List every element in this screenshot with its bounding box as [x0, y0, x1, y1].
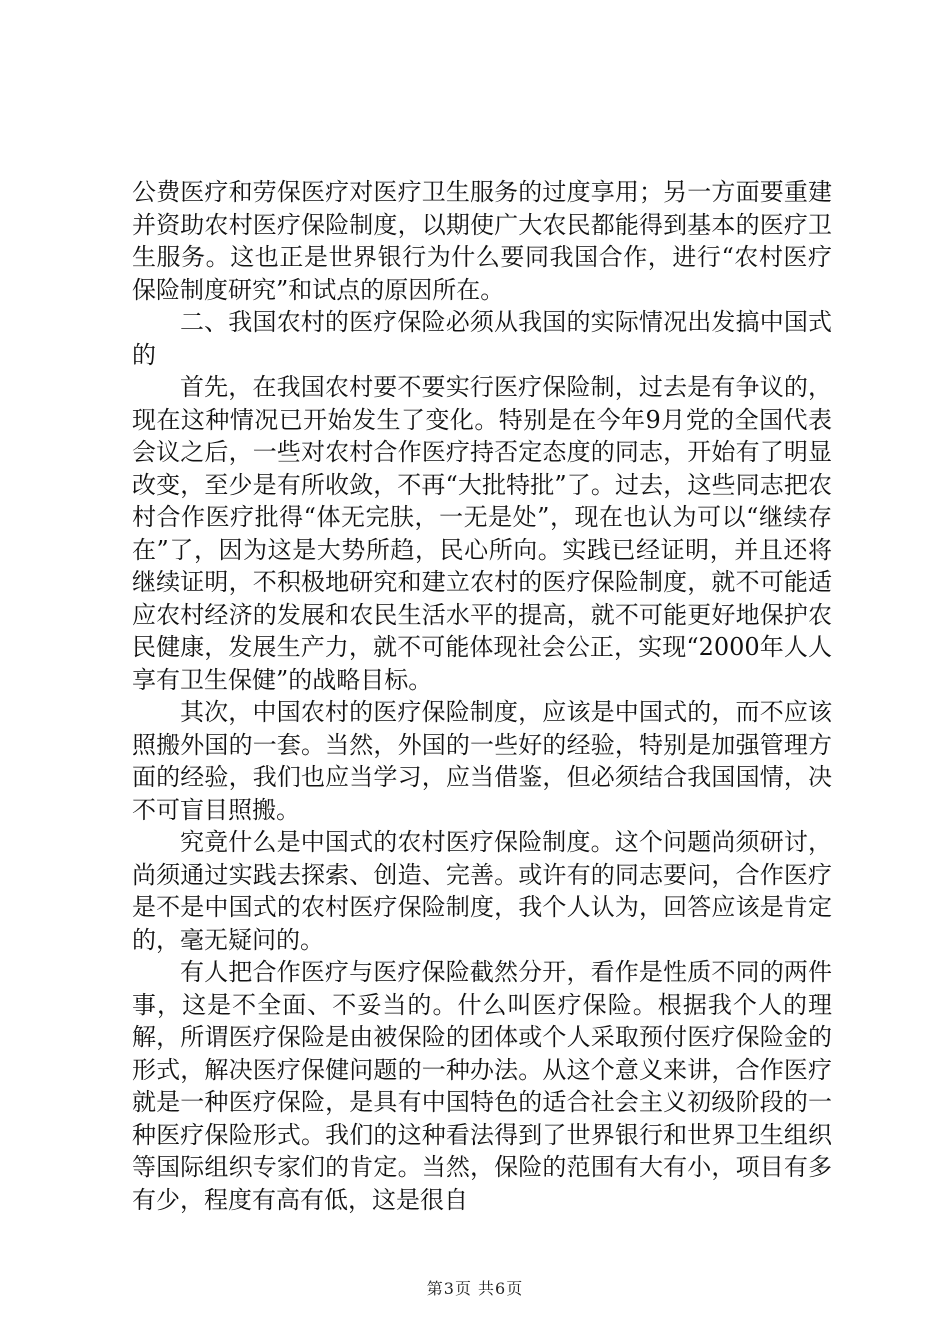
paragraph-definition: 有人把合作医疗与医疗保险截然分开，看作是性质不同的两件事，这是不全面、不妥当的。什么叫医疗保险。根据我个人的理解，所谓医疗保险是由被保险的团体或个人采取预付医疗保险金的形式，解决医疗保健问题的一种办法。从这个意义来讲，合作医疗就是一种医疗保险，是具有中国特色的适合社会主义初级阶段的一种医疗保险形式。我们的这种看法得到了世界银行和世界卫生组织等国际组织专家们的肯定。当然，保险的范围有大有小，项目有多有少，程度有高有低，这是很自	[132, 958, 832, 1214]
paragraph-question: 究竟什么是中国式的农村医疗保险制度。这个问题尚须研讨，尚须通过实践去探索、创造、完善。或许有的同志要问，合作医疗是不是中国式的农村医疗保险制度，我个人认为，回答应该是肯定的，毫无疑问的。	[132, 828, 832, 954]
paragraph-second: 其次，中国农村的医疗保险制度，应该是中国式的，而不应该照搬外国的一套。当然，外国的一些好的经验，特别是加强管理方面的经验，我们也应当学习，应当借鉴，但必须结合我国国情，决不可盲目照搬。	[132, 698, 832, 824]
section-heading: 二、我国农村的医疗保险必须从我国的实际情况出发搞中国式的	[132, 308, 832, 369]
body-text	[132, 176, 832, 1216]
paragraph-continuation: 公费医疗和劳保医疗对医疗卫生服务的过度享用；另一方面要重建并资助农村医疗保险制度，以期使广大农民都能得到基本的医疗卫生服务。这也正是世界银行为什么要同我国合作，进行“农村医疗保险制度研究”和试点的原因所在。	[132, 178, 832, 304]
paragraph-first: 首先，在我国农村要不要实行医疗保险制，过去是有争议的，现在这种情况已开始发生了变化。特别是在今年9月党的全国代表会议之后，一些对农村合作医疗持否定态度的同志，开始有了明显改变，至少是有所收敛，不再“大批特批”了。过去，这些同志把农村合作医疗批得“体无完肤，一无是处”，现在也认为可以“继续存在”了，因为这是大势所趋，民心所向。实践已经证明，并且还将继续证明，不积极地研究和建立农村的医疗保险制度，就不可能适应农村经济的发展和农民生活水平的提高，就不可能更好地保护农民健康，发展生产力，就不可能体现社会公正，实现“2000年人人享有卫生保健”的战略目标。	[132, 373, 832, 694]
page-number-footer: 第3页 共6页	[426, 1279, 524, 1298]
